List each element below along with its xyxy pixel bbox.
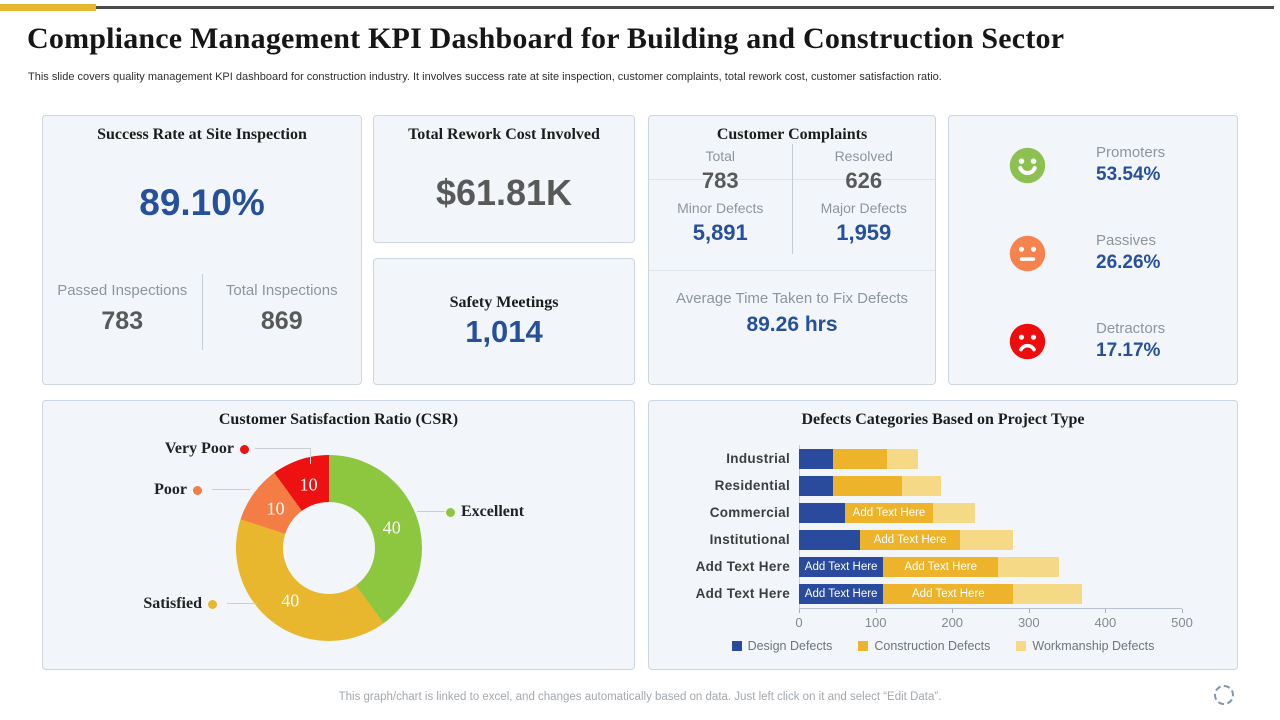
- major-defects-stat: [792, 196, 936, 254]
- bar-row: [649, 499, 1182, 526]
- customer-complaints-card: [648, 115, 936, 385]
- leader-line: [227, 603, 257, 604]
- bar-track: [799, 449, 1182, 469]
- axis-tick-mark: [1029, 609, 1030, 613]
- legend-label: Construction Defects: [874, 639, 991, 653]
- excellent-dot-icon: [446, 508, 455, 517]
- defects-chart-card: [648, 400, 1238, 670]
- leader-line: [255, 448, 311, 449]
- bar-segment: Add Text Here: [860, 530, 960, 550]
- bar-row-label: Industrial: [726, 451, 790, 466]
- bar-row: [649, 526, 1182, 553]
- bar-row-label: Residential: [714, 478, 790, 493]
- success-rate-card: [42, 115, 362, 385]
- bar-segment: [799, 476, 833, 496]
- customer-complaints-title: Customer Complaints: [716, 126, 868, 143]
- neutral-face-icon: [1009, 235, 1046, 272]
- detractors-text: [1096, 320, 1165, 362]
- passives-text: [1096, 232, 1160, 274]
- bar-chart-x-axis: [795, 608, 1193, 630]
- minor-defects-stat: [649, 196, 792, 254]
- legend-item: [732, 639, 833, 653]
- total-inspections-label: Total Inspections: [225, 282, 338, 299]
- bar-row: [649, 553, 1182, 580]
- legend-swatch-icon: [1016, 641, 1026, 651]
- total-inspections-value: 869: [260, 307, 303, 335]
- detractors-value: 17.17%: [1096, 340, 1161, 361]
- axis-tick-label: 0: [795, 615, 803, 630]
- page-title: Compliance Management KPI Dashboard for Building and Construction Sector: [27, 22, 1065, 55]
- complaints-resolved-value: 626: [845, 168, 883, 193]
- passed-inspections-label: Passed Inspections: [57, 282, 188, 299]
- axis-tick-label: 500: [1171, 615, 1193, 630]
- bar-track: [799, 476, 1182, 496]
- axis-tick-mark: [952, 609, 953, 613]
- donut-slice-value: 10: [299, 474, 318, 495]
- promoters-row: [1009, 144, 1165, 186]
- axis-tick-mark: [1105, 609, 1106, 613]
- avg-fix-time-value: 89.26 hrs: [746, 313, 838, 336]
- bar-segment: [833, 449, 887, 469]
- bar-chart-legend: [649, 639, 1237, 653]
- pie-label-text: Very Poor: [164, 440, 234, 457]
- success-rate-title: Success Rate at Site Inspection: [97, 126, 307, 143]
- csr-chart-title: Customer Satisfaction Ratio (CSR): [218, 411, 459, 428]
- bar-track: [799, 503, 1182, 523]
- donut-slice-value: 10: [266, 498, 285, 519]
- sad-face-icon: [1009, 323, 1046, 360]
- happy-face-icon: [1009, 147, 1046, 184]
- avg-fix-time-label: Average Time Taken to Fix Defects: [675, 290, 909, 307]
- top-divider-line: [96, 6, 1274, 9]
- legend-swatch-icon: [732, 641, 742, 651]
- rework-cost-card: [373, 115, 635, 243]
- donut-slice-value: 40: [281, 590, 300, 611]
- complaints-total-stat: [649, 144, 792, 202]
- legend-item: [858, 639, 990, 653]
- bar-segment: Add Text Here: [845, 503, 933, 523]
- safety-meetings-value: 1,014: [465, 313, 543, 349]
- rework-cost-title: Total Rework Cost Involved: [408, 126, 600, 143]
- bar-segment: Add Text Here: [799, 584, 883, 604]
- pie-label-text: Excellent: [461, 503, 525, 520]
- nps-card: [948, 115, 1238, 385]
- passed-inspections-stat: [43, 274, 202, 350]
- leader-line: [417, 511, 445, 512]
- bar-segment: [933, 503, 975, 523]
- legend-label: Design Defects: [747, 639, 833, 653]
- very-poor-dot-icon: [240, 445, 249, 454]
- passed-inspections-value: 783: [101, 307, 144, 335]
- passives-row: [1009, 232, 1160, 274]
- promoters-text: [1096, 144, 1165, 186]
- complaints-resolved-stat: [792, 144, 936, 202]
- bar-segment: Add Text Here: [883, 557, 998, 577]
- donut-slice-value: 40: [382, 517, 401, 538]
- bar-row-label: Add Text Here: [695, 586, 790, 601]
- legend-item: [1016, 639, 1154, 653]
- minor-defects-value: 5,891: [692, 220, 748, 245]
- success-rate-value: 89.10%: [139, 182, 265, 223]
- pie-label-poor: [154, 481, 202, 499]
- inspection-stats: [43, 274, 361, 350]
- axis-tick-label: 400: [1094, 615, 1117, 630]
- bar-segment: [799, 449, 833, 469]
- safety-meetings-title: Safety Meetings: [449, 293, 559, 311]
- bar-segment: [799, 503, 845, 523]
- pie-label-very-poor: [165, 440, 249, 458]
- leader-line: [212, 489, 250, 490]
- major-defects-label: Major Defects: [820, 200, 907, 216]
- bar-segment: [902, 476, 940, 496]
- defects-chart-title: Defects Categories Based on Project Type: [801, 411, 1085, 428]
- passives-label: Passives: [1096, 232, 1157, 249]
- pie-label-text: Poor: [154, 481, 187, 498]
- promoters-label: Promoters: [1096, 144, 1166, 161]
- bar-row: [649, 580, 1182, 607]
- poor-dot-icon: [193, 486, 202, 495]
- bar-row-label: Add Text Here: [695, 559, 790, 574]
- detractors-label: Detractors: [1096, 320, 1166, 337]
- pie-label-text: Satisfied: [143, 595, 202, 612]
- bar-track: [799, 584, 1182, 604]
- donut-hole: [283, 502, 375, 594]
- avg-fix-time-stat: [649, 271, 935, 356]
- rework-cost-value: $61.81K: [435, 172, 573, 213]
- page-subtitle: This slide covers quality management KPI dashboard for construction industry. It involves success rate at site inspection, customer complaints, total rework cost, customer satisfaction ratio.: [28, 71, 942, 83]
- accent-bar: [0, 4, 96, 11]
- axis-tick-mark: [799, 609, 800, 613]
- satisfied-dot-icon: [208, 600, 217, 609]
- complaints-total-label: Total: [705, 148, 736, 164]
- bar-segment: [960, 530, 1014, 550]
- detractors-row: [1009, 320, 1165, 362]
- axis-tick-label: 100: [864, 615, 887, 630]
- axis-tick-label: 300: [1017, 615, 1040, 630]
- bar-segment: Add Text Here: [799, 557, 883, 577]
- csr-chart-card: [42, 400, 635, 670]
- pie-label-satisfied: [143, 595, 217, 613]
- bar-track: [799, 557, 1182, 577]
- bar-track: [799, 530, 1182, 550]
- bar-segment: [799, 530, 860, 550]
- bar-segment: [887, 449, 918, 469]
- axis-tick-mark: [1182, 609, 1183, 613]
- axis-tick-mark: [876, 609, 877, 613]
- bar-row: [649, 445, 1182, 472]
- bar-row-label: Institutional: [709, 532, 790, 547]
- legend-label: Workmanship Defects: [1032, 639, 1155, 653]
- safety-meetings-card: [373, 258, 635, 385]
- bar-segment: [998, 557, 1059, 577]
- complaints-header-section: [649, 116, 935, 193]
- bar-segment: Add Text Here: [883, 584, 1013, 604]
- minor-defects-label: Minor Defects: [677, 200, 764, 216]
- loading-spinner-icon: [1214, 685, 1234, 705]
- major-defects-value: 1,959: [836, 220, 892, 245]
- bar-segment: [1013, 584, 1082, 604]
- pie-label-excellent: [446, 503, 524, 521]
- bar-row-label: Commercial: [709, 505, 790, 520]
- bar-row: [649, 472, 1182, 499]
- leader-line: [310, 448, 311, 464]
- complaints-total-value: 783: [701, 168, 739, 193]
- promoters-value: 53.54%: [1096, 164, 1161, 185]
- bar-chart-plot[interactable]: [649, 445, 1182, 607]
- total-inspections-stat: [202, 274, 362, 350]
- passives-value: 26.26%: [1096, 252, 1161, 273]
- bar-segment: [833, 476, 902, 496]
- legend-swatch-icon: [858, 641, 868, 651]
- axis-tick-label: 200: [941, 615, 964, 630]
- footer-note: This graph/chart is linked to excel, and changes automatically based on data. Just left click on it and select “Edit Data”.: [338, 691, 942, 703]
- complaints-row-1: [649, 144, 935, 202]
- complaints-resolved-label: Resolved: [834, 148, 893, 164]
